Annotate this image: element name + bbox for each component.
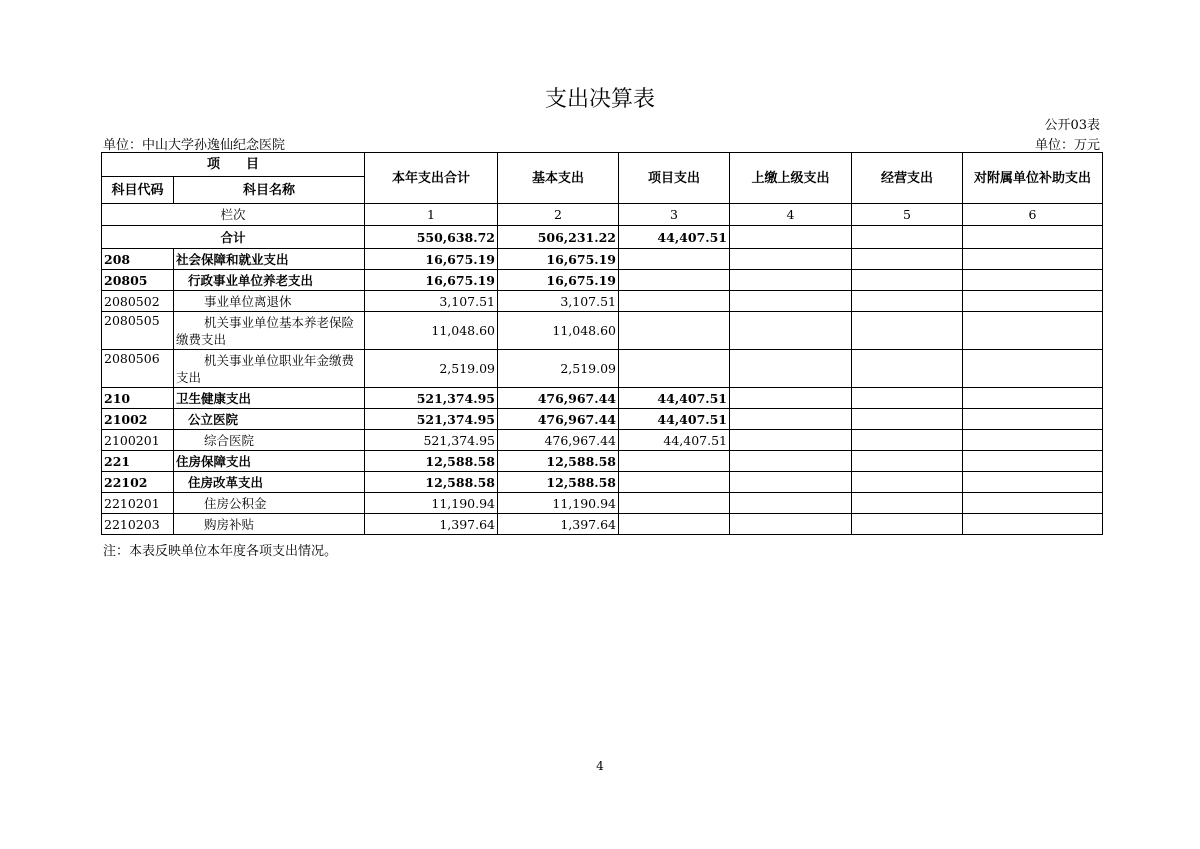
row-project [619,493,730,514]
header-name: 科目名称 [174,177,365,204]
total-subsidy [963,226,1103,249]
row-subsidy [963,270,1103,291]
table-row [102,493,1103,514]
header-subsidy: 对附属单位补助支出 [963,153,1103,204]
index-col-2: 2 [498,204,619,226]
header-business: 经营支出 [852,153,963,204]
row-project: 44,407.51 [619,409,730,430]
row-total: 12,588.58 [365,472,498,493]
row-upper [730,451,852,472]
row-total: 521,374.95 [365,430,498,451]
row-basic: 476,967.44 [498,388,619,409]
row-name: 社会保障和就业支出 [174,249,365,270]
row-total: 3,107.51 [365,291,498,312]
row-upper [730,388,852,409]
table-row [102,270,1103,291]
header-row-1 [102,153,1103,177]
header-code: 科目代码 [102,177,174,204]
form-number: 公开03表 [1044,118,1100,133]
row-code: 2100201 [102,430,174,451]
row-project [619,312,730,350]
row-project [619,514,730,535]
row-upper [730,472,852,493]
row-business [852,430,963,451]
index-col-1: 1 [365,204,498,226]
row-subsidy [963,249,1103,270]
row-total: 1,397.64 [365,514,498,535]
row-basic: 12,588.58 [498,472,619,493]
header-item: 项 目 [102,153,365,177]
row-code: 210 [102,388,174,409]
table-row [102,472,1103,493]
row-subsidy [963,493,1103,514]
total-basic: 506,231.22 [498,226,619,249]
row-code: 221 [102,451,174,472]
row-basic: 16,675.19 [498,249,619,270]
row-subsidy [963,312,1103,350]
row-name: 住房保障支出 [174,451,365,472]
row-subsidy [963,291,1103,312]
row-code: 2210201 [102,493,174,514]
table-note: 注：本表反映单位本年度各项支出情况。 [103,544,338,559]
index-col-5: 5 [852,204,963,226]
row-business [852,312,963,350]
page-number: 4 [596,759,604,773]
row-subsidy [963,388,1103,409]
row-basic: 1,397.64 [498,514,619,535]
row-subsidy [963,409,1103,430]
row-business [852,451,963,472]
row-project [619,270,730,291]
row-total: 12,588.58 [365,451,498,472]
table-row [102,388,1103,409]
table-row [102,291,1103,312]
row-upper [730,312,852,350]
row-code: 21002 [102,409,174,430]
row-basic: 16,675.19 [498,270,619,291]
row-business [852,350,963,388]
row-total: 2,519.09 [365,350,498,388]
row-subsidy [963,472,1103,493]
index-col-4: 4 [730,204,852,226]
row-basic: 476,967.44 [498,430,619,451]
row-upper [730,350,852,388]
row-code: 22102 [102,472,174,493]
row-business [852,409,963,430]
row-subsidy [963,514,1103,535]
row-upper [730,514,852,535]
row-project [619,472,730,493]
row-name: 购房补贴 [174,514,365,535]
unit-name: 单位：中山大学孙逸仙纪念医院 [103,138,286,153]
row-upper [730,291,852,312]
row-code: 20805 [102,270,174,291]
table-row [102,451,1103,472]
index-col-6: 6 [963,204,1103,226]
row-name: 住房公积金 [174,493,365,514]
row-name: 住房改革支出 [174,472,365,493]
row-name: 行政事业单位养老支出 [174,270,365,291]
row-total: 11,048.60 [365,312,498,350]
row-business [852,249,963,270]
table-row [102,514,1103,535]
currency-unit: 单位：万元 [1034,138,1100,153]
header-basic: 基本支出 [498,153,619,204]
total-upper [730,226,852,249]
table-row [102,409,1103,430]
row-name: 卫生健康支出 [174,388,365,409]
row-subsidy [963,350,1103,388]
row-basic: 2,519.09 [498,350,619,388]
row-code: 2080505 [102,312,174,350]
row-total: 16,675.19 [365,249,498,270]
row-subsidy [963,430,1103,451]
row-upper [730,409,852,430]
row-basic: 11,048.60 [498,312,619,350]
table-row [102,312,1103,350]
row-name: 公立医院 [174,409,365,430]
total-business [852,226,963,249]
total-label: 合计 [102,226,365,249]
row-basic: 476,967.44 [498,409,619,430]
row-project: 44,407.51 [619,388,730,409]
row-business [852,388,963,409]
header-upper: 上缴上级支出 [730,153,852,204]
table-row [102,350,1103,388]
row-basic: 3,107.51 [498,291,619,312]
table-row [102,249,1103,270]
table-row [102,430,1103,451]
row-total: 16,675.19 [365,270,498,291]
row-business [852,291,963,312]
index-col-3: 3 [619,204,730,226]
row-subsidy [963,451,1103,472]
row-business [852,514,963,535]
total-project: 44,407.51 [619,226,730,249]
row-business [852,493,963,514]
row-code: 2080506 [102,350,174,388]
row-basic: 11,190.94 [498,493,619,514]
total-total: 550,638.72 [365,226,498,249]
index-label: 栏次 [102,204,365,226]
page-title: 支出决算表 [544,87,655,112]
row-total: 11,190.94 [365,493,498,514]
header-project: 项目支出 [619,153,730,204]
row-business [852,270,963,291]
row-project [619,291,730,312]
row-upper [730,493,852,514]
row-name: 机关事业单位基本养老保险缴费支出 [174,312,365,350]
row-project [619,451,730,472]
row-project [619,249,730,270]
row-project [619,350,730,388]
row-name: 综合医院 [174,430,365,451]
header-total: 本年支出合计 [365,153,498,204]
row-code: 2080502 [102,291,174,312]
row-name: 事业单位离退休 [174,291,365,312]
row-total: 521,374.95 [365,409,498,430]
row-upper [730,249,852,270]
row-upper [730,430,852,451]
row-total: 521,374.95 [365,388,498,409]
row-basic: 12,588.58 [498,451,619,472]
expenditure-table [101,152,1103,535]
index-row [102,204,1103,226]
row-name: 机关事业单位职业年金缴费支出 [174,350,365,388]
total-row [102,226,1103,249]
row-upper [730,270,852,291]
row-code: 2210203 [102,514,174,535]
row-business [852,472,963,493]
row-project: 44,407.51 [619,430,730,451]
row-code: 208 [102,249,174,270]
